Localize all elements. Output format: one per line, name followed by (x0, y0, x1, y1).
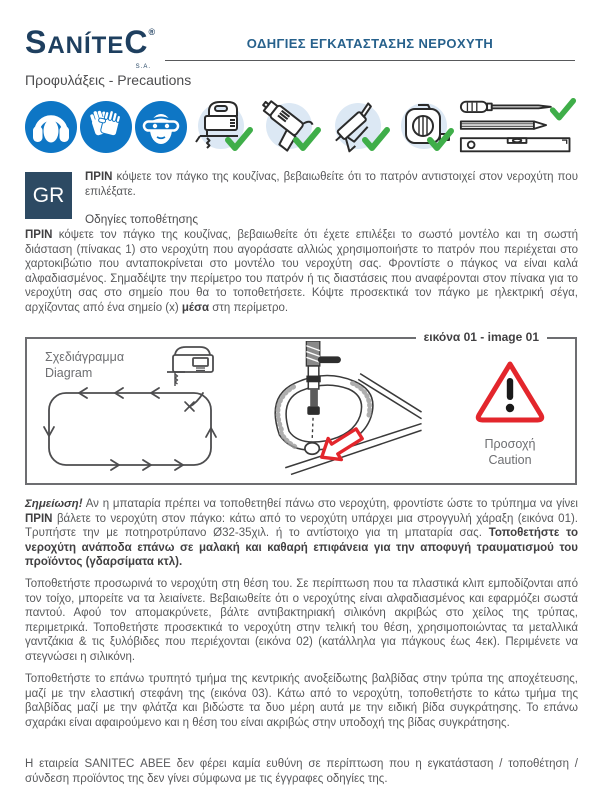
screwdriver-icon (461, 102, 487, 112)
note-paragraph: Σημείωση! Αν η μπαταρία πρέπει να τοποθετηθεί πάνω στο νεροχύτη, φροντίστε ώστε το τρύπημα να γίνει ΠΡΙΝ βάλετε το νεροχύτη στον πάγκο: κάτω από το νεροχύτη υπάρχει μια στρογγυλή χάραξη (εικόνα 01). Τρυπήστε την με ποτηροτρύπανο Ø32-35χιλ. ή το αντίστοιχο για τη μπαταρία σας. Τοποθετήστε το νεροχύτη ανάποδα επάνω σε μαλακή και καθαρή επιφάνεια για την αποφυγή τραυματισμού του προϊόντος (γδαρσίματα κτλ). (25, 498, 578, 569)
gloves-icon (80, 101, 132, 153)
gr-intro-paragraph: ΠΡΙΝ κόψετε τον πάγκο της κουζίνας, βεβαιωθείτε ότι το πατρόν αντιστοιχεί στον νεροχύτη που επιλέξατε. (85, 171, 578, 198)
drain-hole (305, 443, 319, 455)
caution-caption: Προσοχή Caution (484, 437, 536, 467)
sanitec-logo: SANÍTEC® S.A. (25, 24, 157, 70)
face-protection-icon (135, 101, 187, 153)
figure-image-01 (25, 330, 577, 485)
tape-measure-approved-icon (396, 96, 456, 158)
hand-tools-approved-icon (459, 96, 577, 158)
cutting-diagram (39, 343, 249, 483)
installation-heading: Οδηγίες τοποθέτησης (85, 212, 199, 226)
sink-cutout-illustration (249, 341, 429, 485)
warning-triangle-icon (474, 359, 546, 423)
header-divider (165, 60, 575, 61)
logo-text: S (25, 24, 48, 60)
caulk-gun-approved-icon (325, 96, 393, 158)
main-instructions-paragraph: ΠΡΙΝ κόψετε τον πάγκο της κουζίνας, βεβαιωθείτε ότι έχετε επιλέξει το σωστό μοντέλο και τη σωστή διάσταση (πίνακας 1) στο νεροχύτη που αγοράσατε αλλιώς χρησιμοποιήστε το πατρόν που περιέχεται στο χαρτοκιβώτιο που ανταποκρίνεται στο μοντέλο του νεροχύτη σας. Φροντίστε ο πάγκος να είναι καλά αλφαδιασμένος. Σημαδέψτε την περίμετρο του πατρόν ή τις διαστάσεις που αναφέρονται στον πίνακα για το νεροχύτη σας στο σημείο που θα το τοποθετήσετε. Κόψτε προσεκτικά τον πάγκο με ηλεκτρική σέγα, αρχίζοντας από ένα σημείο (x) μέσα στη περίμετρο. (25, 229, 578, 314)
precautions-heading: Προφυλάξεις - Precautions (25, 72, 192, 88)
page-title: ΟΔΗΓΙΕΣ ΕΓΚΑΤΑΣΤΑΣΗΣ ΝΕΡΟΧΥΤΗ (246, 36, 494, 51)
disclaimer-paragraph: Η εταιρεία SANITEC ΑΒΕΕ δεν φέρει καμία ευθύνη σε περίπτωση που η εγκατάσταση / τοποθέτηση / σύνδεση προϊόντος της δεν γίνει σύμφωνα με τις έγγραφες οδηγίες της. (25, 758, 578, 785)
jigsaw-approved-icon (190, 96, 254, 158)
registered-mark: ® (148, 27, 157, 37)
ear-protection-icon (25, 101, 77, 153)
caution-block (455, 359, 565, 468)
diagram-caption: Σχεδιάγραμμα Diagram (45, 350, 125, 380)
drill-approved-icon (258, 96, 322, 158)
figure-caption: εικόνα 01 - image 01 (416, 330, 547, 344)
logo-sa-label: S.A. (135, 64, 151, 70)
safety-icons-row (25, 94, 577, 160)
pencil-icon (461, 121, 534, 128)
fitting-paragraph: Τοποθετήστε προσωρινά το νεροχύτη στη θέση του. Σε περίπτωση που τα πλαστικά κλιπ εμποδίζονται από τον τοίχο, μπορείτε να τα λειαίνετε. Βεβαιωθείτε ότι ο νεροχύτης είναι αλφαδιασμένος και εφαρμόζει σωστά παντού. Αφού τον απομακρύνετε, βάλτε αντιβακτηριακή σιλικόνη ακριβώς στο χείλος της τρύπας, περιμετρικά. Τοποθετήστε προσεκτικά το νεροχύτη στην τελική του θέση, χρησιμοποιώντας τα μεταλλικά γαντζάκια & τις ξυλόβιδες που περιέχονται (εικόνα 02) (κατάλληλα για πάγκους έως 4εκ). Περιμένετε να στεγνώσει η σιλικόνη. (25, 578, 578, 663)
check-icon (553, 101, 574, 118)
valve-paragraph: Τοποθετήστε το επάνω τρυπητό τμήμα της κεντρικής ανοξείδωτης βαλβίδας στην τρύπα της αποχέτευσης, μαζί με την ελαστική στεφάνη της (εικόνα 03). Κάτω από το νεροχύτη, τοποθετήστε το κάτω τμήμα της βαλβίδας μαζί με την φλάτζα και βιδώστε τα δυο μέρη αυτά με την ειδική βίδα συγκράτησης. Το επάνω σχαράκι είναι αφαιρούμενο και η θέση του είναι ακριβώς στην υποδοχή της βίδας συγκράτησης. (25, 673, 578, 729)
language-badge-gr: GR (25, 172, 72, 219)
jigsaw-illustration (167, 347, 213, 386)
